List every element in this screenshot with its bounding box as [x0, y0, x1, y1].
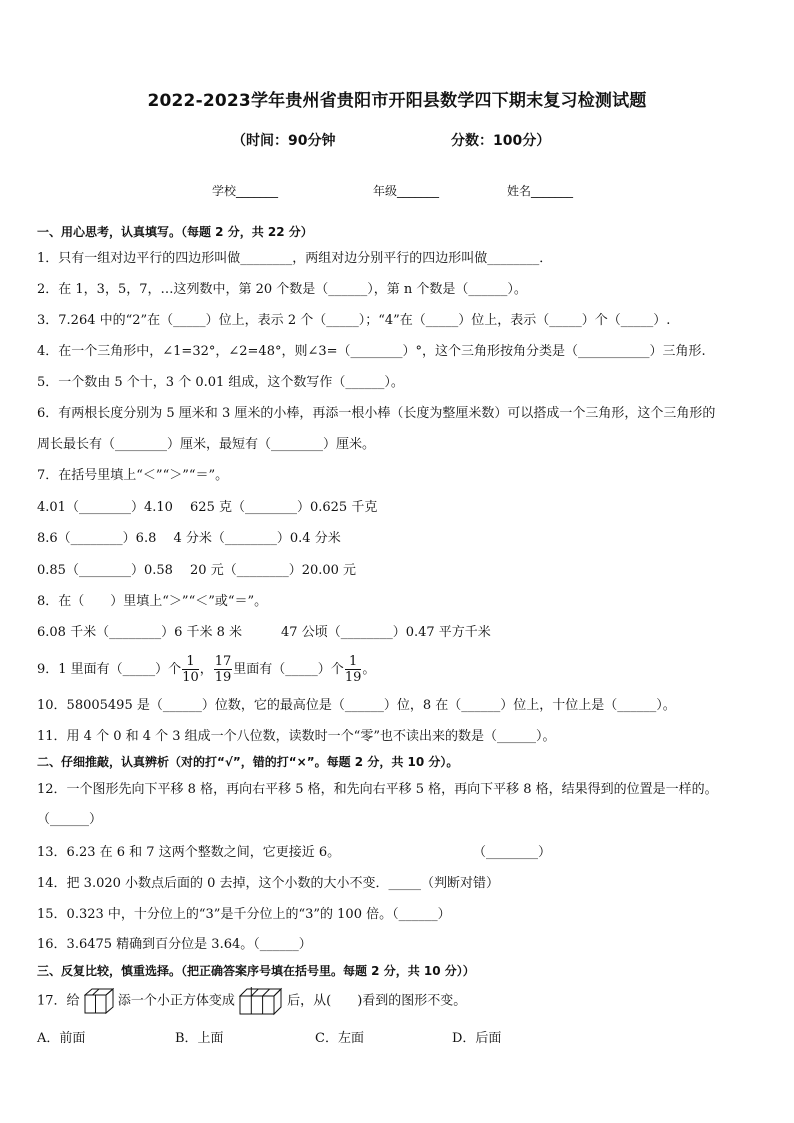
question-7-row-1: 4.01（________）4.10 625 克（________）0.625 千克	[37, 500, 378, 515]
question-9: 9．1 里面有（_____）个 $\frac{1}{10}$ ， $\frac{17}{19}$ 里面有（_____）个 $\frac{1}{19}$ 。	[37, 654, 376, 685]
section1-heading: 一、用心思考，认真填写。（每题 2 分，共 22 分）	[37, 225, 313, 239]
two-cubes-icon	[84, 987, 114, 1015]
exam-score: 分数：100分）	[451, 133, 551, 149]
fraction-1-19: $\frac{1}{19}$	[344, 654, 362, 685]
question-2: 2．在 1，3，5，7，…这列数中，第 20 个数是（______），第 n 个数是（______）。	[37, 282, 527, 297]
page-title: 2022-2023学年贵州省贵阳市开阳县数学四下期末复习检测试题	[147, 91, 647, 111]
fraction-17-19: $\frac{17}{19}$	[214, 654, 232, 685]
option-d: D．后面	[452, 1031, 502, 1046]
question-7-row-3: 0.85（________）0.58 20 元（________）20.00 元	[37, 563, 357, 578]
question-12-line-1: 12．一个图形先向下平移 8 格，再向右平移 5 格，和先向右平移 5 格，再向下平移 8 格，结果得到的位置是一样的。	[37, 782, 718, 797]
question-17: 17．给 添一个小正方体变成 后，从( )看到的图形不变。	[37, 986, 466, 1017]
question-7: 7．在括号里填上“＜”“＞”“＝”。	[37, 468, 229, 483]
fraction-1-10: $\frac{1}{10}$	[182, 654, 199, 685]
school-field: 学校_______	[212, 184, 279, 198]
three-cubes-icon	[239, 986, 283, 1016]
question-6-line-1: 6．有两根长度分别为 5 厘米和 3 厘米的小棒，再添一根小棒（长度为整厘米数）可以搭成一个三角形，这个三角形的	[37, 406, 716, 421]
question-13-blank: （________）	[473, 845, 552, 860]
exam-time: （时间：90分钟	[232, 133, 336, 149]
question-10: 10．58005495 是（______）位数，它的最高位是（______）位，8 在（______）位上，十位上是（______）。	[37, 698, 676, 713]
question-8-row-1: 6.08 千米（________）6 千米 8 米 47 公顷（________）0.47 平方千米	[37, 625, 491, 640]
question-16: 16．3.6475 精确到百分位是 3.64。（______）	[37, 937, 312, 952]
question-4: 4．在一个三角形中，∠1=32°，∠2=48°，则∠3=（________）°，这个三角形按角分类是（___________）三角形.	[37, 344, 706, 359]
question-12-line-2: （______）	[37, 812, 103, 827]
section2-heading: 二、仔细推敲，认真辨析（对的打“√”，错的打“×”。每题 2 分，共 10 分）。	[37, 755, 459, 769]
question-15: 15．0.323 中，十分位上的“3”是千分位上的“3”的 100 倍。（______）	[37, 907, 451, 922]
option-c: C．左面	[315, 1031, 364, 1046]
question-14: 14．把 3.020 小数点后面的 0 去掉，这个小数的大小不变．_____（判断对错）	[37, 876, 500, 891]
grade-field: 年级_______	[373, 184, 440, 198]
option-a: A．前面	[37, 1031, 86, 1046]
name-field: 姓名_______	[507, 184, 574, 198]
question-6-line-2: 周长最长有（________）厘米，最短有（________）厘米。	[37, 437, 376, 452]
section3-heading: 三、反复比较，慎重选择。（把正确答案序号填在括号里。每题 2 分，共 10 分））	[37, 964, 475, 978]
question-11: 11．用 4 个 0 和 4 个 3 组成一个八位数，读数时一个“零”也不读出来的数是（______）。	[37, 729, 556, 744]
question-8: 8．在（ ）里填上“＞”“＜”或“＝”。	[37, 594, 268, 609]
question-3: 3．7.264 中的“2”在（_____）位上，表示 2 个（_____）；“4”在（_____）位上，表示（_____）个（_____）.	[37, 313, 671, 328]
question-13: 13．6.23 在 6 和 7 这两个整数之间，它更接近 6。	[37, 845, 341, 860]
q9-text-b: 里面有（_____）个	[233, 662, 344, 677]
q9-text-a: 9．1 里面有（_____）个	[37, 662, 182, 677]
question-7-row-2: 8.6（________）6.8 4 分米（________）0.4 分米	[37, 531, 341, 546]
option-b: B．上面	[175, 1031, 224, 1046]
question-1: 1．只有一组对边平行的四边形叫做________，两组对边分别平行的四边形叫做________．	[37, 251, 553, 266]
question-5: 5．一个数由 5 个十，3 个 0.01 组成，这个数写作（______）。	[37, 375, 404, 390]
